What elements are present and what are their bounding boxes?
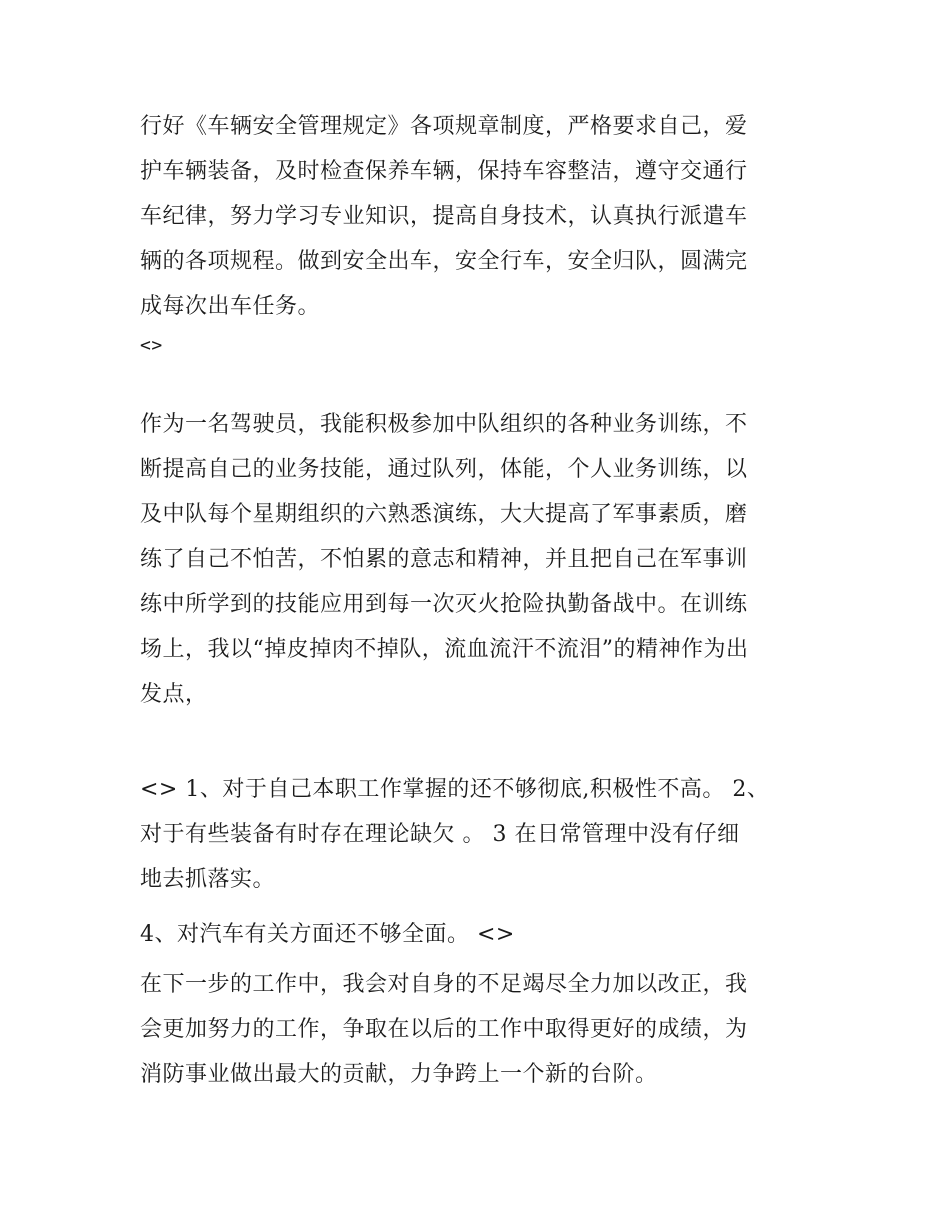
- paragraph-vehicle-knowledge: [140, 912, 812, 957]
- section-marker: <>: [140, 335, 163, 356]
- text-line: 对于有些装备有时存在理论缺欠 。 3 在日常管理中没有仔细: [140, 822, 740, 847]
- text-line: 消防事业做出最大的贡献，力争跨上一个新的台阶。: [140, 1062, 658, 1087]
- text-line: 护车辆装备，及时检查保养车辆，保持车容整洁，遵守交通行: [140, 159, 748, 184]
- text-line: 行好《车辆安全管理规定》各项规章制度，严格要求自己，爱: [140, 114, 748, 139]
- text-line: 及中队每个星期组织的六熟悉演练，大大提高了军事素质，磨: [140, 502, 748, 527]
- text-line: 发点，: [140, 682, 208, 707]
- text-line: 4、对汽车有关方面还不够全面。 <>: [140, 922, 515, 947]
- text-line: 车纪律，努力学习专业知识，提高自身技术，认真执行派遣车: [140, 204, 748, 229]
- text-line: 练中所学到的技能应用到每一次灭火抢险执勤备战中。在训练: [140, 592, 748, 617]
- paragraph-future-work: [140, 962, 812, 1097]
- text-line: 地去抓落实。: [140, 867, 276, 892]
- paragraph-shortcomings: [140, 767, 812, 902]
- text-line: 会更加努力的工作，争取在以后的工作中取得更好的成绩，为: [140, 1017, 748, 1042]
- paragraph-training: [140, 402, 812, 717]
- text-line: 练了自己不怕苦，不怕累的意志和精神，并且把自己在军事训: [140, 547, 748, 572]
- text-line: <> 1、对于自己本职工作掌握的还不够彻底,积极性不高。 2、: [140, 777, 770, 802]
- paragraph-vehicle-safety: [140, 104, 812, 363]
- text-line: 成每次出车任务。: [140, 294, 321, 319]
- text-line: 在下一步的工作中，我会对自身的不足竭尽全力加以改正，我: [140, 972, 748, 997]
- text-line: 断提高自己的业务技能，通过队列，体能，个人业务训练，以: [140, 457, 748, 482]
- text-line: 场上，我以“掉皮掉肉不掉队，流血流汗不流泪”的精神作为出: [140, 637, 749, 662]
- text-line: 作为一名驾驶员，我能积极参加中队组织的各种业务训练，不: [140, 412, 748, 437]
- text-line: 辆的各项规程。做到安全出车，安全行车，安全归队，圆满完: [140, 249, 748, 274]
